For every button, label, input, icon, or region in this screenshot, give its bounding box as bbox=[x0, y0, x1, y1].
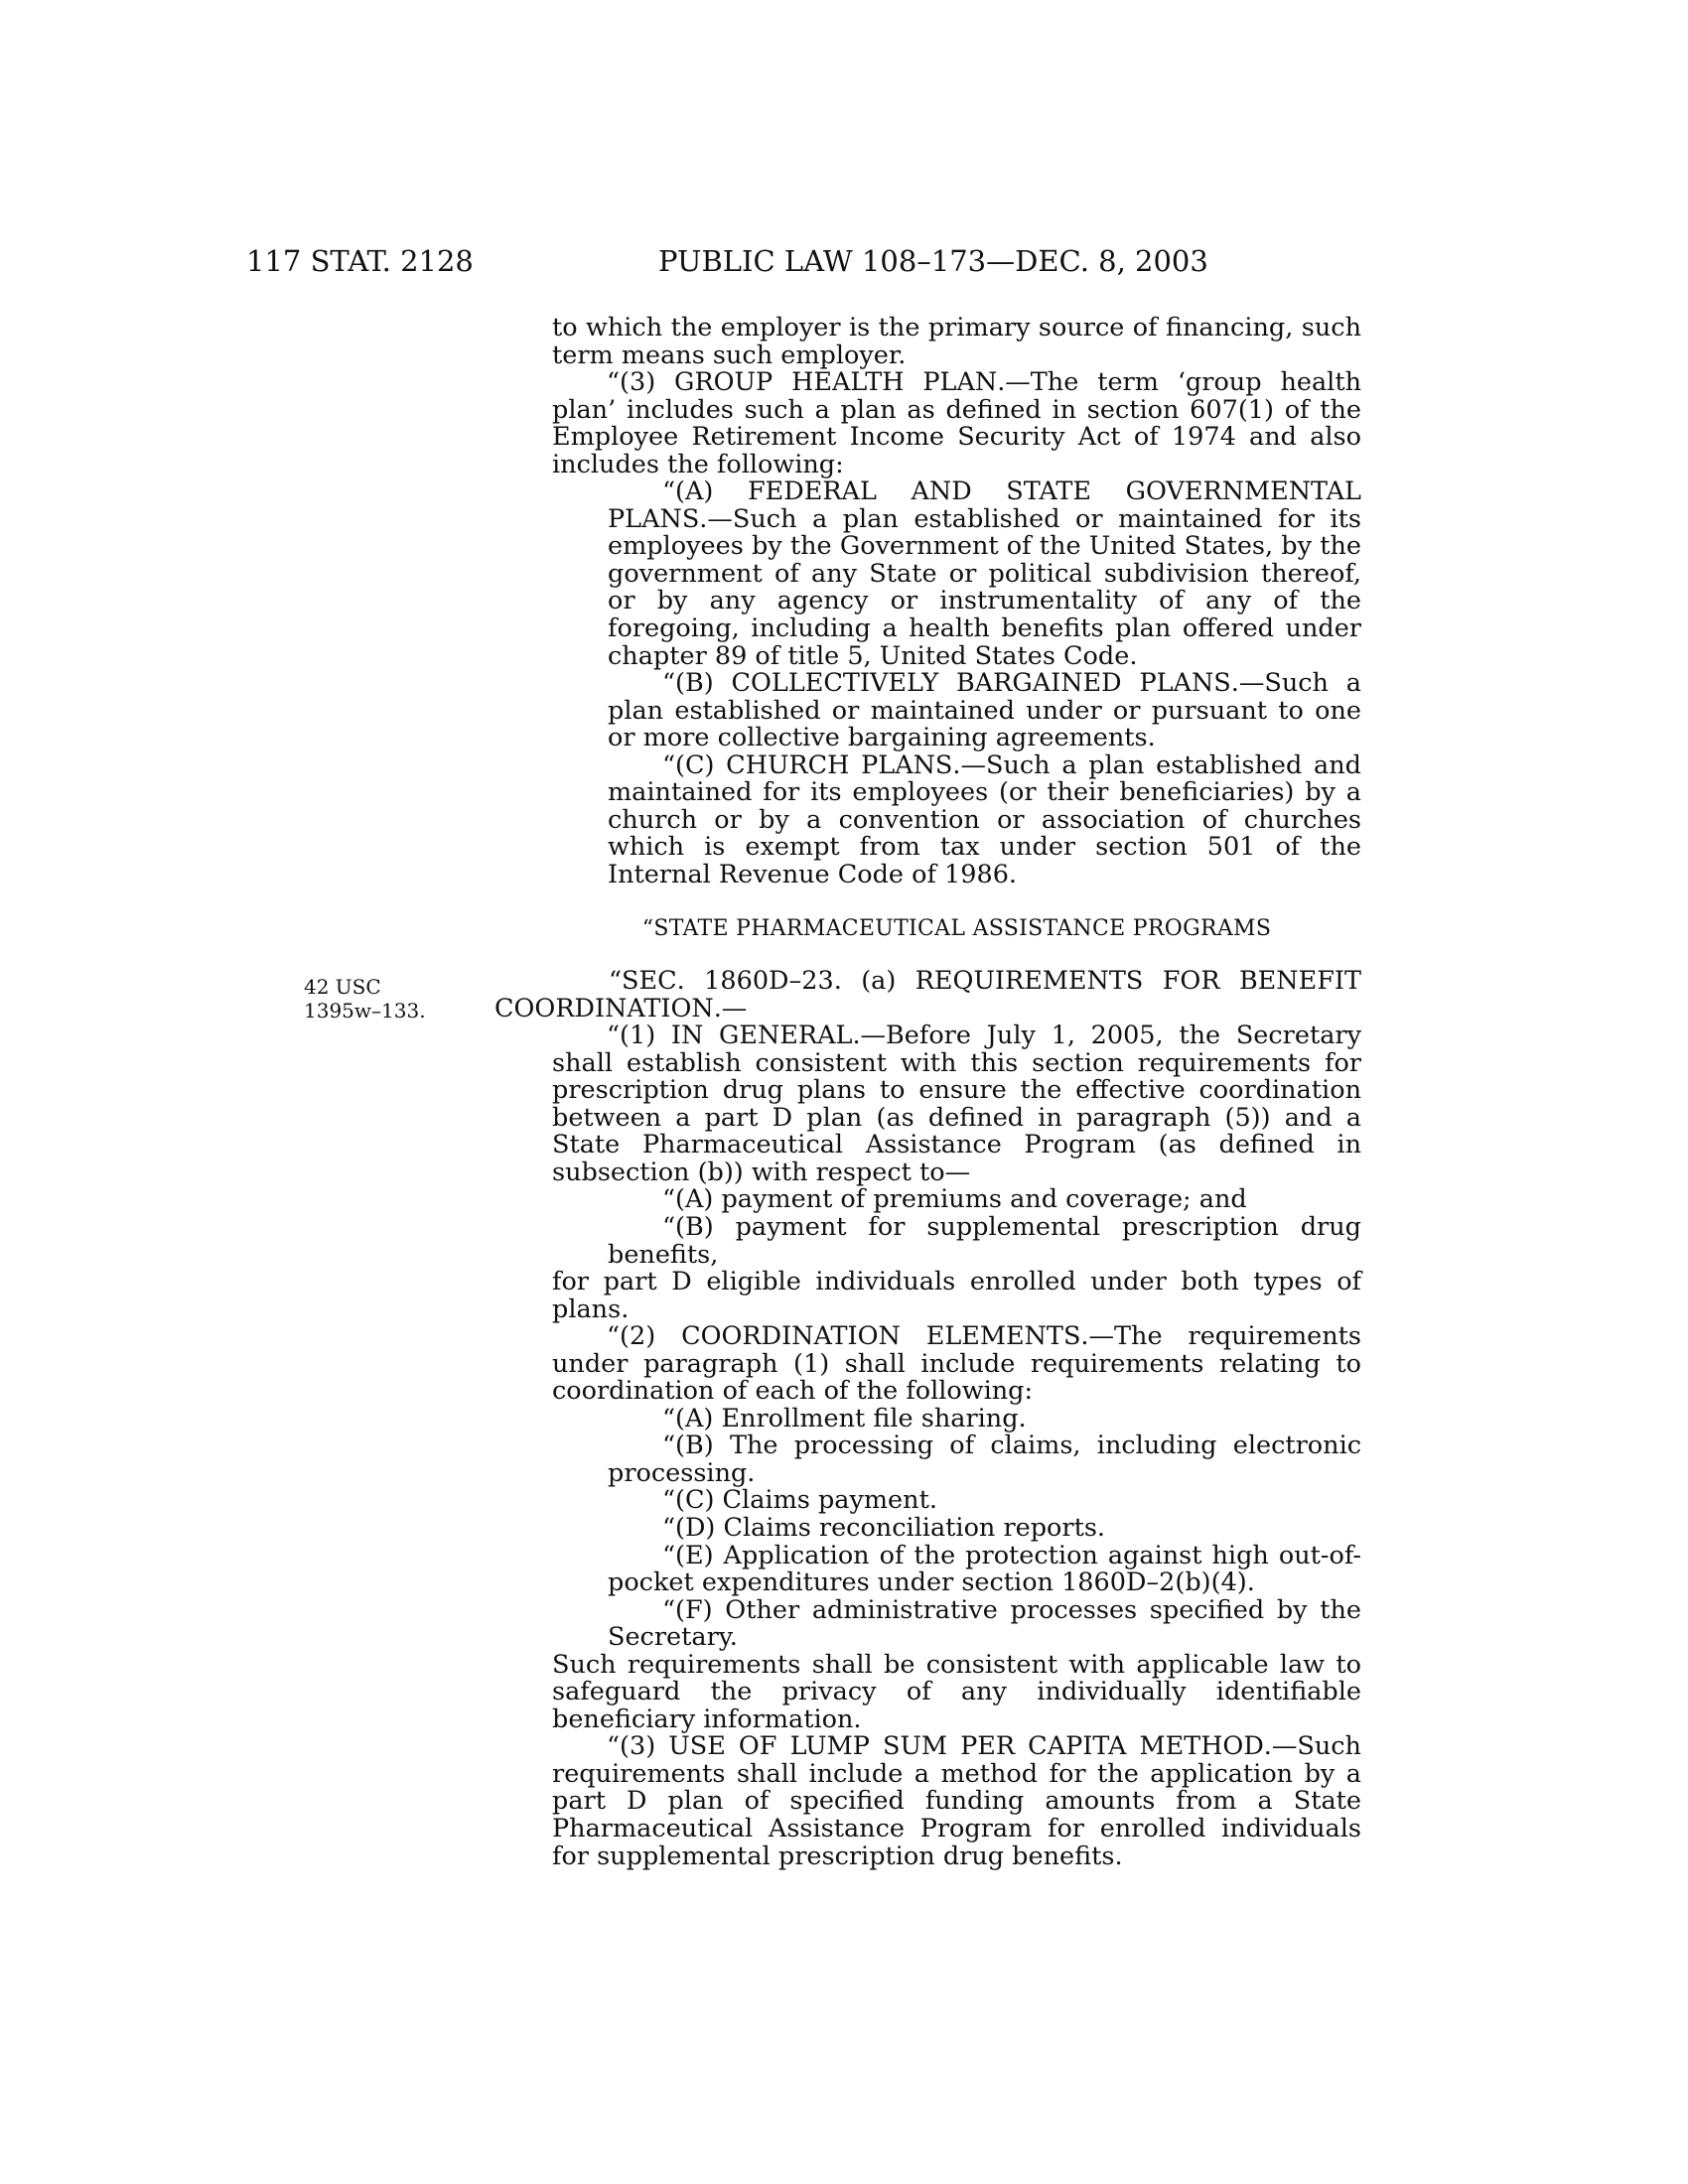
subparagraph-processing: “(B) The processing of claims, including electronic processing. bbox=[608, 1431, 1361, 1488]
subparagraph-collectively-bargained bbox=[552, 670, 1361, 752]
paragraph-lead: “(2) C bbox=[607, 1321, 701, 1352]
paragraph-lump-sum bbox=[552, 1733, 1361, 1870]
margin-citation bbox=[304, 975, 426, 1023]
paragraph-heading: SE OF LUMP SUM PER CAPITA METHOD bbox=[689, 1731, 1264, 1762]
section-lead: “S bbox=[609, 966, 639, 997]
paragraph-heading: ROUP HEALTH PLAN bbox=[694, 367, 998, 398]
paragraph-heading: EDERAL AND STATE GOVERNMENTAL PLANS bbox=[608, 477, 1361, 534]
paragraph-lead: “(3) U bbox=[607, 1731, 690, 1762]
margin-citation-line-1: 42 USC bbox=[304, 975, 381, 999]
paragraph-text: .—Such a plan established or maintained for its employees by the Government of the United States, by the government of any State or political subdivision thereof, or by any agency or instrumentality of any of the foregoing, including a health benefits plan offered under chapter 89 of title 5, United States Code. bbox=[608, 503, 1361, 671]
section-heading: “STATE PHARMACEUTICAL ASSISTANCE PROGRAMS bbox=[641, 916, 1272, 942]
paragraph-lead: “(A) F bbox=[662, 477, 766, 507]
section-tail: .— bbox=[713, 993, 748, 1024]
paragraph-lead: “(B) C bbox=[662, 668, 752, 699]
paragraph-lead: “(1) I bbox=[607, 1021, 681, 1051]
paragraph-text: .—Such a plan established or maintained under or pursuant to one or more collective bargaining agreements. bbox=[608, 668, 1361, 753]
subparagraph-supplemental-benefits: “(B) payment for supplemental prescription drug benefits, bbox=[608, 1211, 1361, 1270]
paragraph-group-health-plan bbox=[552, 369, 1361, 478]
subparagraph-reconciliation: “(D) Claims reconciliation reports. bbox=[662, 1512, 1106, 1543]
paragraph-heading: OLLECTIVELY BARGAINED PLANS bbox=[751, 668, 1231, 699]
paragraph-lead: “(3) G bbox=[607, 367, 695, 398]
subparagraph-other-processes: “(F) Other administrative processes specified by the Secretary. bbox=[608, 1594, 1361, 1653]
paragraph-in-general bbox=[552, 1023, 1361, 1186]
paragraph-text: .—Such requirements shall include a method for the application by a part D plan of specified funding amounts from a State Pharmaceutical Assistance Program for enrolled individuals for supplemental prescription drug benefits. bbox=[552, 1731, 1361, 1871]
law-date-heading: PUBLIC LAW 108–173—DEC. 8, 2003 bbox=[658, 244, 1208, 278]
subparagraph-federal-state-plans bbox=[552, 478, 1361, 670]
stat-page-number: 117 STAT. 2128 bbox=[246, 244, 474, 278]
section-1860d-23-heading bbox=[494, 968, 1361, 1023]
subparagraph-church-plans bbox=[552, 752, 1361, 889]
subparagraph-premiums: “(A) payment of premiums and coverage; and bbox=[662, 1184, 1247, 1215]
paragraph-text: .—The requirements under paragraph (1) shall include requirements relating to coordination of each of the following: bbox=[552, 1321, 1361, 1407]
paragraph-heading: HURCH PLANS bbox=[745, 750, 953, 780]
document-body bbox=[494, 313, 1361, 1871]
paragraph-text: .—The term ‘group health plan’ includes such a plan as defined in section 607(1) of the Employee Retirement Income Security Act of 1974 and also includes the following: bbox=[552, 367, 1361, 479]
section-number: . 1860D–23. (a) R bbox=[676, 966, 934, 997]
paragraph-flush-text: for part D eligible individuals enrolled under both types of plans. bbox=[552, 1267, 1361, 1324]
margin-citation-line-2: 1395w–133. bbox=[304, 999, 426, 1023]
subparagraph-out-of-pocket: “(E) Application of the protection against high out-of-pocket expenditures under section 1860D–2(b)(4). bbox=[608, 1540, 1361, 1598]
paragraph-text: .—Before July 1, 2005, the Secretary shall establish consistent with this section requirements for prescription drug plans to ensure the effective coordination between a part D plan (as defined in paragraph (5)) and a State Pharmaceutical Assistance Program (as defined in subsection (b)) with respect to— bbox=[552, 1021, 1361, 1187]
paragraph-heading: OORDINATION ELEMENTS bbox=[700, 1321, 1081, 1352]
section-sc-1: EC bbox=[638, 966, 677, 997]
subparagraph-enrollment: “(A) Enrollment file sharing. bbox=[662, 1403, 1027, 1433]
paragraph-coordination-elements bbox=[552, 1323, 1361, 1406]
paragraph-heading: N GENERAL bbox=[680, 1021, 853, 1051]
section-subheading: EQUIREMENTS FOR BENEFIT COORDINATION bbox=[494, 966, 1361, 1024]
subparagraph-claims-payment: “(C) Claims payment. bbox=[662, 1485, 937, 1516]
paragraph-lead: “(C) C bbox=[662, 750, 746, 780]
paragraph-text: .—Such a plan established and maintained for its employees (or their beneficiaries) by a church or by a convention or association of churches which is exempt from tax under section 501 of the Internal Revenue Code of 1986. bbox=[608, 750, 1361, 889]
paragraph-privacy: Such requirements shall be consistent with applicable law to safeguard the privacy of any individually identifiable beneficiary information. bbox=[552, 1649, 1361, 1734]
paragraph-continuation: to which the employer is the primary source of financing, such term means such employer. bbox=[552, 313, 1361, 370]
